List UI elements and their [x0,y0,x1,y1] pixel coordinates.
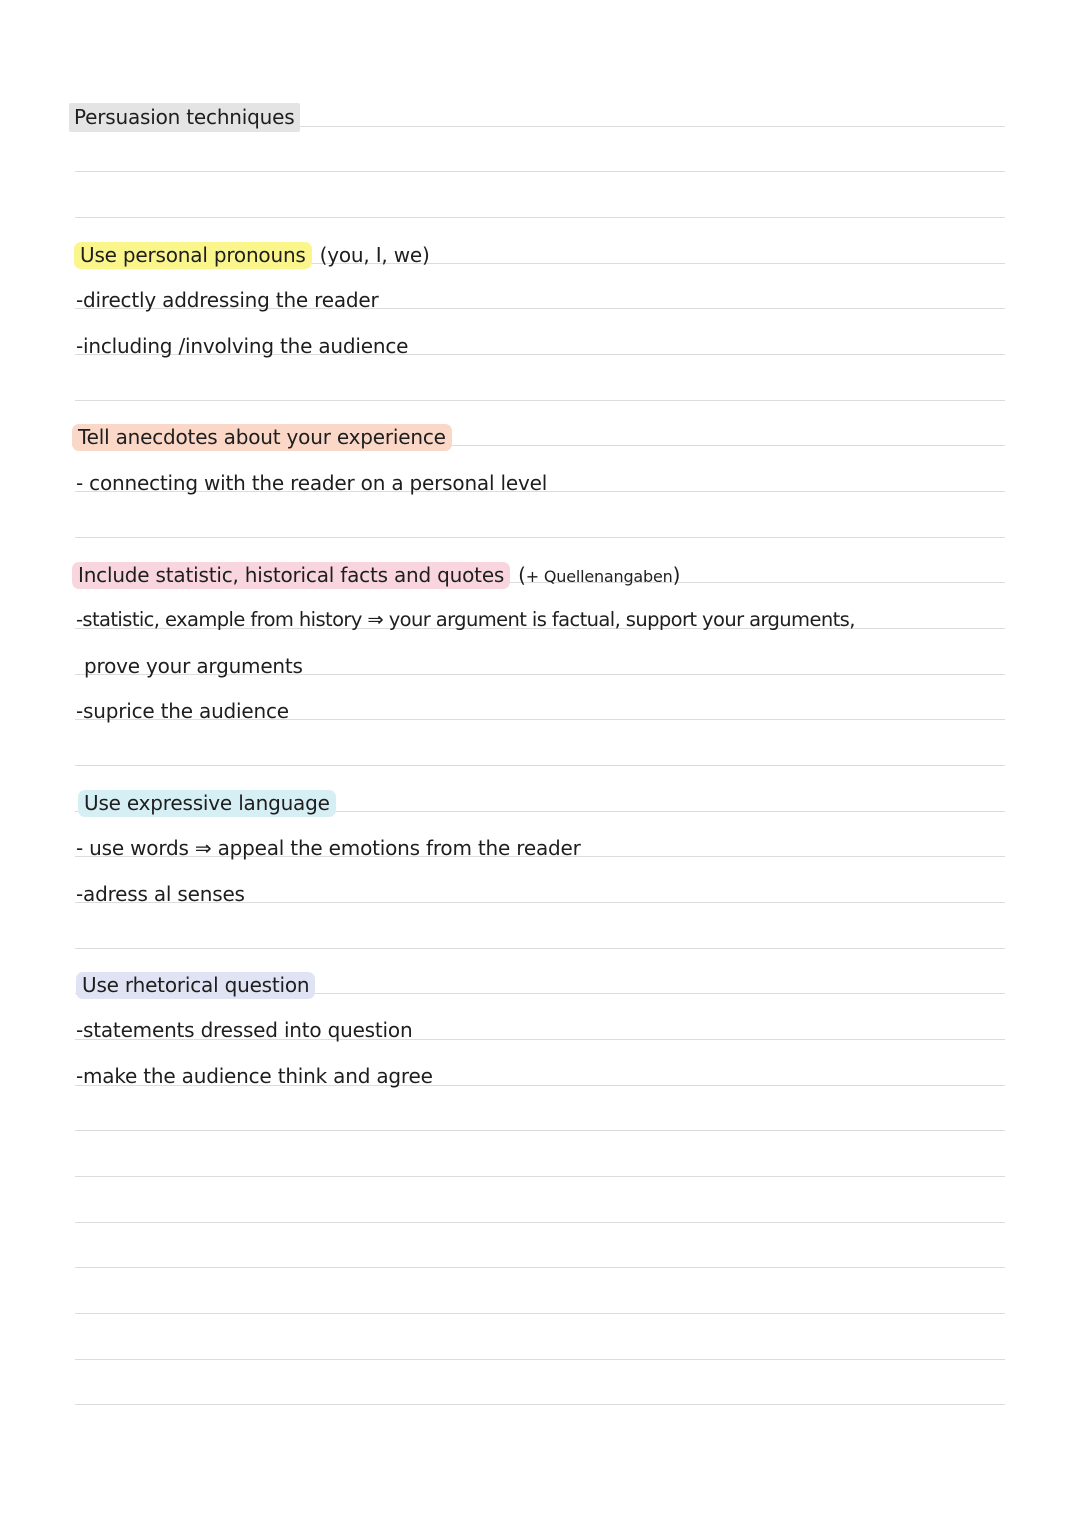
section-heading-row [72,419,452,455]
page-title: Persuasion techniques [69,103,300,132]
note-paren-open: ( [518,563,526,587]
ruled-line [75,1130,1005,1131]
note-line: -directly addressing the reader [76,288,379,312]
ruled-line [75,765,1005,766]
section-heading-row [78,785,336,821]
heading-note [518,563,680,587]
note-line: -make the audience think and agree [76,1064,433,1088]
ruled-line [75,1313,1005,1314]
note-line: prove your arguments [84,654,303,678]
note-line: - use words ⇒ appeal the emotions from the reader [76,836,581,860]
section-heading: Tell anecdotes about your experience [72,424,452,451]
ruled-line [75,1176,1005,1177]
note-paren-close: ) [672,563,681,587]
ruled-line [75,1359,1005,1360]
note-line: -suprice the audience [76,699,289,723]
note-line: - connecting with the reader on a personal level [76,471,548,495]
note-line: -statistic, example from history ⇒ your argument is factual, support your arguments, [76,608,855,631]
ruled-line [75,217,1005,218]
ruled-line [75,1267,1005,1268]
note-line: -adress al senses [76,882,245,906]
ruled-line [75,171,1005,172]
section-heading: Use personal pronouns [74,242,312,269]
section-heading-row [72,557,680,593]
heading-note: (you, I, we) [319,243,430,267]
note-source-text: + Quellenangaben [525,567,673,586]
section-heading: Include statistic, historical facts and quotes [72,562,510,589]
section-heading: Use expressive language [78,790,336,817]
ruled-line [75,400,1005,401]
section-heading: Use rhetorical question [76,972,315,999]
section-heading-row [74,237,430,273]
ruled-line [75,948,1005,949]
section-heading-row [76,967,315,1003]
ruled-line [75,537,1005,538]
ruled-line [75,1404,1005,1405]
note-line: -statements dressed into question [76,1018,413,1042]
note-line: -including /involving the audience [76,334,409,358]
ruled-line [75,1222,1005,1223]
page-title-row [69,99,300,135]
